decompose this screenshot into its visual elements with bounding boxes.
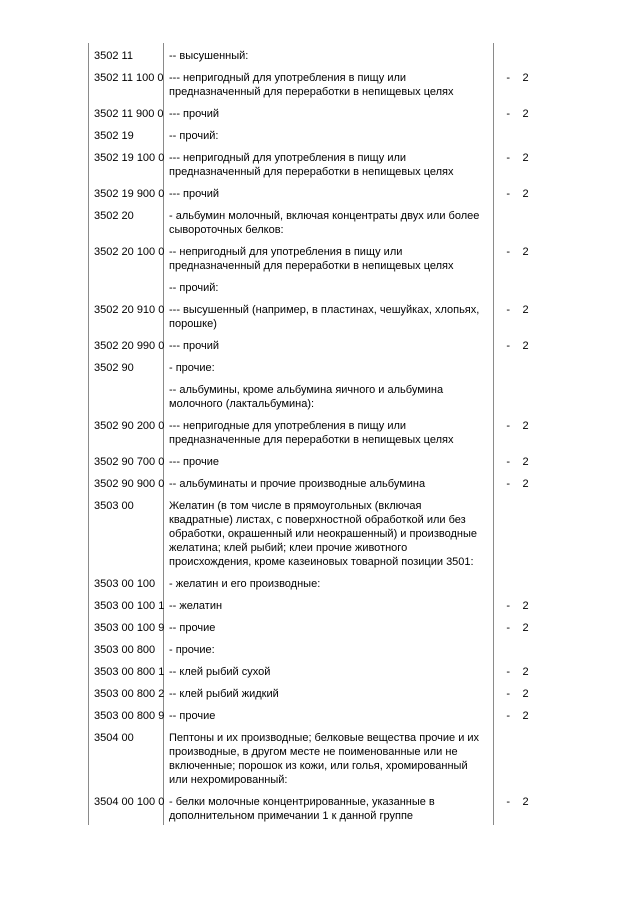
- cell-value: [523, 643, 614, 665]
- cell-supplementary-dash: [494, 209, 523, 245]
- table-row: [89, 339, 614, 361]
- cell-supplementary-dash: [494, 383, 523, 419]
- cell-description: --- непригодные для употребления в пищу или предназначенные для переработки в непищевых целях: [164, 419, 494, 455]
- cell-description: -- высушенный:: [164, 43, 494, 71]
- table-row: [89, 129, 614, 151]
- cell-description: --- прочий: [164, 339, 494, 361]
- cell-description: -- альбумины, кроме альбумина яичного и альбумина молочного (лактальбумина):: [164, 383, 494, 419]
- cell-supplementary-dash: [494, 361, 523, 383]
- cell-code: 3502 19 900 0: [89, 187, 164, 209]
- cell-value: 2: [522, 688, 529, 700]
- cell-value: 2: [522, 340, 529, 352]
- cell-supplementary-dash: -: [494, 303, 523, 339]
- table-row: [89, 187, 614, 209]
- cell-description: Пептоны и их производные; белковые вещества прочие и их производные, в другом месте не поименованные или не включенные; порошок из кожи, или голья, хромированный или нехромированный:: [164, 731, 494, 795]
- cell-supplementary-dash: -: [494, 455, 523, 477]
- cell-code: 3502 90 200 0: [89, 419, 164, 455]
- cell-code: 3502 19 100 0: [89, 151, 164, 187]
- table-row: [89, 709, 614, 731]
- cell-description: Желатин (в том числе в прямоугольных (включая квадратные) листах, с поверхностной обработкой или без обработки, окрашенный или неокрашенный) и производные желатина; клей рыбий; клеи прочие животного происхождения, кроме казеиновых товарной позиции 3501:: [164, 499, 494, 577]
- cell-code: 3502 90: [89, 361, 164, 383]
- table-row: [89, 687, 614, 709]
- cell-code: 3503 00 800 9: [89, 709, 164, 731]
- cell-value: 2: [522, 456, 529, 468]
- cell-description: - альбумин молочный, включая концентраты двух или более сывороточных белков:: [164, 209, 494, 245]
- cell-supplementary-dash: [494, 643, 523, 665]
- cell-code: 3502 90 900 0: [89, 477, 164, 499]
- cell-value: 2: [522, 622, 529, 634]
- cell-description: --- непригодный для употребления в пищу или предназначенный для переработки в непищевых целях: [164, 71, 494, 107]
- cell-value: [523, 731, 614, 795]
- table-row: [89, 151, 614, 187]
- cell-code: 3502 11: [89, 43, 164, 71]
- cell-code: 3502 20 990 0: [89, 339, 164, 361]
- cell-description: -- прочие: [164, 621, 494, 643]
- cell-value: [523, 383, 614, 419]
- cell-code: 3503 00 800 2: [89, 687, 164, 709]
- table-row: [89, 419, 614, 455]
- cell-description: -- непригодный для употребления в пищу или предназначенный для переработки в непищевых целях: [164, 245, 494, 281]
- cell-description: -- клей рыбий сухой: [164, 665, 494, 687]
- cell-supplementary-dash: [494, 731, 523, 795]
- cell-value: [523, 499, 614, 577]
- cell-value: 2: [522, 188, 529, 200]
- cell-code: 3504 00 100 0: [89, 795, 164, 825]
- table-row: [89, 43, 614, 71]
- cell-supplementary-dash: -: [494, 621, 523, 643]
- cell-description: - желатин и его производные:: [164, 577, 494, 599]
- cell-supplementary-dash: -: [494, 687, 523, 709]
- cell-code: 3503 00: [89, 499, 164, 577]
- table-row: [89, 599, 614, 621]
- cell-description: - белки молочные концентрированные, указанные в дополнительном примечании 1 к данной группе: [164, 795, 494, 825]
- table-row: [89, 281, 614, 303]
- cell-value: [523, 43, 614, 71]
- cell-supplementary-dash: -: [494, 71, 523, 107]
- cell-supplementary-dash: -: [494, 187, 523, 209]
- cell-value: 2: [522, 796, 529, 808]
- cell-value: 2: [522, 108, 529, 120]
- cell-code: 3503 00 800: [89, 643, 164, 665]
- cell-supplementary-dash: [494, 43, 523, 71]
- cell-supplementary-dash: [494, 499, 523, 577]
- cell-code: 3503 00 800 1: [89, 665, 164, 687]
- cell-supplementary-dash: -: [494, 151, 523, 187]
- cell-supplementary-dash: [494, 129, 523, 151]
- cell-code: 3502 20: [89, 209, 164, 245]
- table-row: [89, 361, 614, 383]
- cell-value: 2: [522, 600, 529, 612]
- cell-code: 3502 19: [89, 129, 164, 151]
- cell-description: --- прочие: [164, 455, 494, 477]
- cell-code: 3502 20 910 0: [89, 303, 164, 339]
- table-row: [89, 665, 614, 687]
- cell-description: --- высушенный (например, в пластинах, чешуйках, хлопьях, порошке): [164, 303, 494, 339]
- table-row: [89, 643, 614, 665]
- cell-value: 2: [522, 304, 529, 316]
- cell-supplementary-dash: -: [494, 665, 523, 687]
- table-row: [89, 731, 614, 795]
- cell-description: - прочие:: [164, 361, 494, 383]
- cell-description: -- прочий:: [164, 281, 494, 303]
- cell-value: 2: [522, 666, 529, 678]
- cell-code: 3502 11 100 0: [89, 71, 164, 107]
- cell-supplementary-dash: -: [494, 339, 523, 361]
- cell-description: -- клей рыбий жидкий: [164, 687, 494, 709]
- cell-value: 2: [522, 478, 529, 490]
- table-row: [89, 303, 614, 339]
- table-row: [89, 245, 614, 281]
- cell-value: [523, 577, 614, 599]
- table-row: [89, 499, 614, 577]
- table-row: [89, 383, 614, 419]
- cell-value: 2: [522, 420, 529, 432]
- cell-description: -- прочие: [164, 709, 494, 731]
- cell-value: [523, 129, 614, 151]
- table-row: [89, 455, 614, 477]
- cell-code: 3503 00 100 1: [89, 599, 164, 621]
- tariff-table-body: [89, 43, 614, 825]
- cell-supplementary-dash: -: [494, 107, 523, 129]
- cell-code: 3503 00 100: [89, 577, 164, 599]
- cell-supplementary-dash: -: [494, 709, 523, 731]
- cell-description: -- желатин: [164, 599, 494, 621]
- cell-supplementary-dash: -: [494, 795, 523, 825]
- cell-supplementary-dash: -: [494, 599, 523, 621]
- cell-code: 3503 00 100 9: [89, 621, 164, 643]
- cell-value: 2: [522, 246, 529, 258]
- table-row: [89, 209, 614, 245]
- cell-supplementary-dash: -: [494, 419, 523, 455]
- table-row: [89, 71, 614, 107]
- table-row: [89, 477, 614, 499]
- cell-supplementary-dash: -: [494, 245, 523, 281]
- cell-description: -- альбуминаты и прочие производные альбумина: [164, 477, 494, 499]
- cell-code: [89, 281, 164, 303]
- table-row: [89, 795, 614, 825]
- cell-code: 3502 20 100 0: [89, 245, 164, 281]
- cell-value: 2: [522, 152, 529, 164]
- cell-description: - прочие:: [164, 643, 494, 665]
- table-row: [89, 107, 614, 129]
- table-row: [89, 577, 614, 599]
- cell-code: 3502 90 700 0: [89, 455, 164, 477]
- cell-supplementary-dash: [494, 281, 523, 303]
- tariff-table: [88, 43, 614, 825]
- cell-supplementary-dash: [494, 577, 523, 599]
- cell-code: 3504 00: [89, 731, 164, 795]
- table-row: [89, 621, 614, 643]
- cell-supplementary-dash: -: [494, 477, 523, 499]
- cell-code: [89, 383, 164, 419]
- cell-value: [523, 209, 614, 245]
- cell-code: 3502 11 900 0: [89, 107, 164, 129]
- cell-value: 2: [522, 710, 529, 722]
- cell-value: [523, 281, 614, 303]
- cell-description: -- прочий:: [164, 129, 494, 151]
- cell-description: --- прочий: [164, 107, 494, 129]
- cell-value: [523, 361, 614, 383]
- cell-description: --- непригодный для употребления в пищу или предназначенный для переработки в непищевых целях: [164, 151, 494, 187]
- cell-value: 2: [522, 72, 529, 84]
- cell-description: --- прочий: [164, 187, 494, 209]
